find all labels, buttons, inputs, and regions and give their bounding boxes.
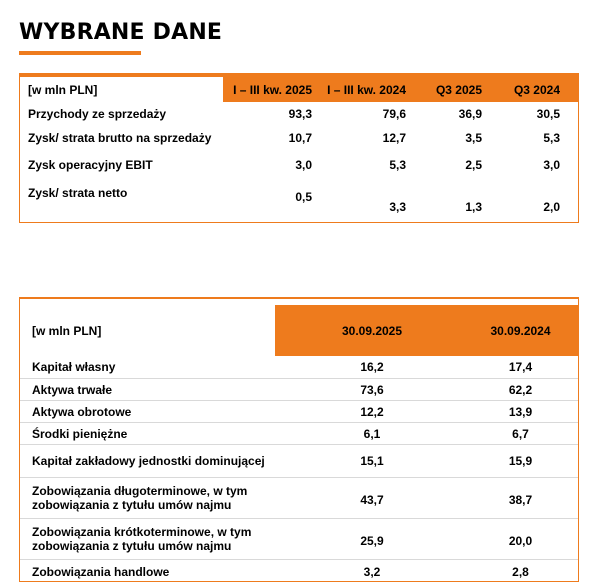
page-title: WYBRANE DANE: [19, 20, 223, 45]
cell-value: 17,4: [427, 356, 578, 379]
table-row: [20, 423, 578, 445]
cell-value: 2,8: [512, 564, 529, 579]
table-row: [20, 180, 578, 258]
cell-value: 12,2: [275, 401, 427, 423]
table-row: [20, 356, 578, 379]
row-label: [20, 478, 275, 519]
column-header: Q3 2025: [416, 77, 496, 102]
table-row: [20, 150, 578, 180]
row-label: Kapitał własny: [20, 356, 275, 379]
cell-value: 3,3: [389, 200, 406, 214]
unit-label: [w mln PLN]: [28, 82, 98, 97]
cell-value: 12,7: [382, 131, 406, 145]
cell-value: 2,5: [465, 158, 482, 172]
cell-value: 79,6: [382, 107, 406, 121]
table-row: [20, 445, 578, 478]
row-label: Przychody ze sprzedaży: [28, 107, 167, 121]
column-header: I – III kw. 2025: [223, 77, 320, 102]
cell-value: 36,9: [458, 107, 482, 121]
column-header: 30.09.2025: [275, 305, 427, 356]
row-label-line: zobowiązania z tytułu umów najmu: [32, 498, 232, 512]
cell-value: 0,5: [295, 190, 312, 204]
cell-value: 62,2: [427, 379, 578, 401]
column-header: 30.09.2024: [427, 305, 578, 356]
table-row: [20, 379, 578, 401]
cell-value: 3,5: [465, 131, 482, 145]
row-label-line: Zobowiązania krótkoterminowe, w tym: [32, 525, 252, 539]
income-summary-table: [19, 73, 579, 223]
cell-value: 6,7: [427, 423, 578, 445]
row-label-line: Zobowiązania długoterminowe, w tym: [32, 484, 248, 498]
cell-value: 20,0: [427, 519, 578, 560]
row-label: Aktywa obrotowe: [20, 401, 275, 423]
table-row: [20, 401, 578, 423]
cell-value: 5,3: [389, 158, 406, 172]
column-header: Q3 2024: [496, 77, 578, 102]
cell-value: 13,9: [427, 401, 578, 423]
cell-value: 3,0: [295, 158, 312, 172]
row-label: Zysk/ strata brutto na sprzedaży: [28, 131, 212, 145]
cell-value: 3,0: [543, 158, 560, 172]
cell-value: 73,6: [275, 379, 427, 401]
row-label: Zysk operacyjny EBIT: [28, 158, 153, 172]
table-row: [20, 519, 578, 560]
cell-value: 2,0: [543, 200, 560, 214]
unit-label: [w mln PLN]: [32, 323, 102, 338]
cell-value: 30,5: [536, 107, 560, 121]
cell-value: 25,9: [275, 519, 427, 560]
cell-value: 3,2: [363, 564, 381, 579]
row-label-line: zobowiązania z tytułu umów najmu: [32, 539, 232, 553]
table-row: [20, 102, 578, 126]
balance-sheet-table: [19, 297, 579, 582]
cell-value: 43,7: [275, 478, 427, 519]
cell-value: 1,3: [465, 200, 482, 214]
cell-value: 15,9: [427, 445, 578, 478]
row-label: [20, 519, 275, 560]
cell-value: 5,3: [543, 131, 560, 145]
row-label: Kapitał zakładowy jednostki dominującej: [20, 445, 275, 478]
title-underline: [19, 51, 141, 55]
cell-value: 15,1: [275, 445, 427, 478]
row-label: Zobowiązania handlowe: [32, 564, 170, 579]
column-header: I – III kw. 2024: [320, 77, 416, 102]
table-header-row: [20, 77, 578, 102]
cell-value: 6,1: [275, 423, 427, 445]
table-row: [20, 126, 578, 150]
cell-value: 10,7: [288, 131, 312, 145]
row-label: Środki pieniężne: [20, 423, 275, 445]
table-row: [20, 478, 578, 519]
table-header-row: [20, 305, 578, 356]
row-label: Zysk/ strata netto: [28, 186, 128, 200]
cell-value: 16,2: [275, 356, 427, 379]
table-row: [20, 560, 578, 584]
cell-value: 93,3: [288, 107, 312, 121]
row-label: Aktywa trwałe: [20, 379, 275, 401]
cell-value: 38,7: [427, 478, 578, 519]
